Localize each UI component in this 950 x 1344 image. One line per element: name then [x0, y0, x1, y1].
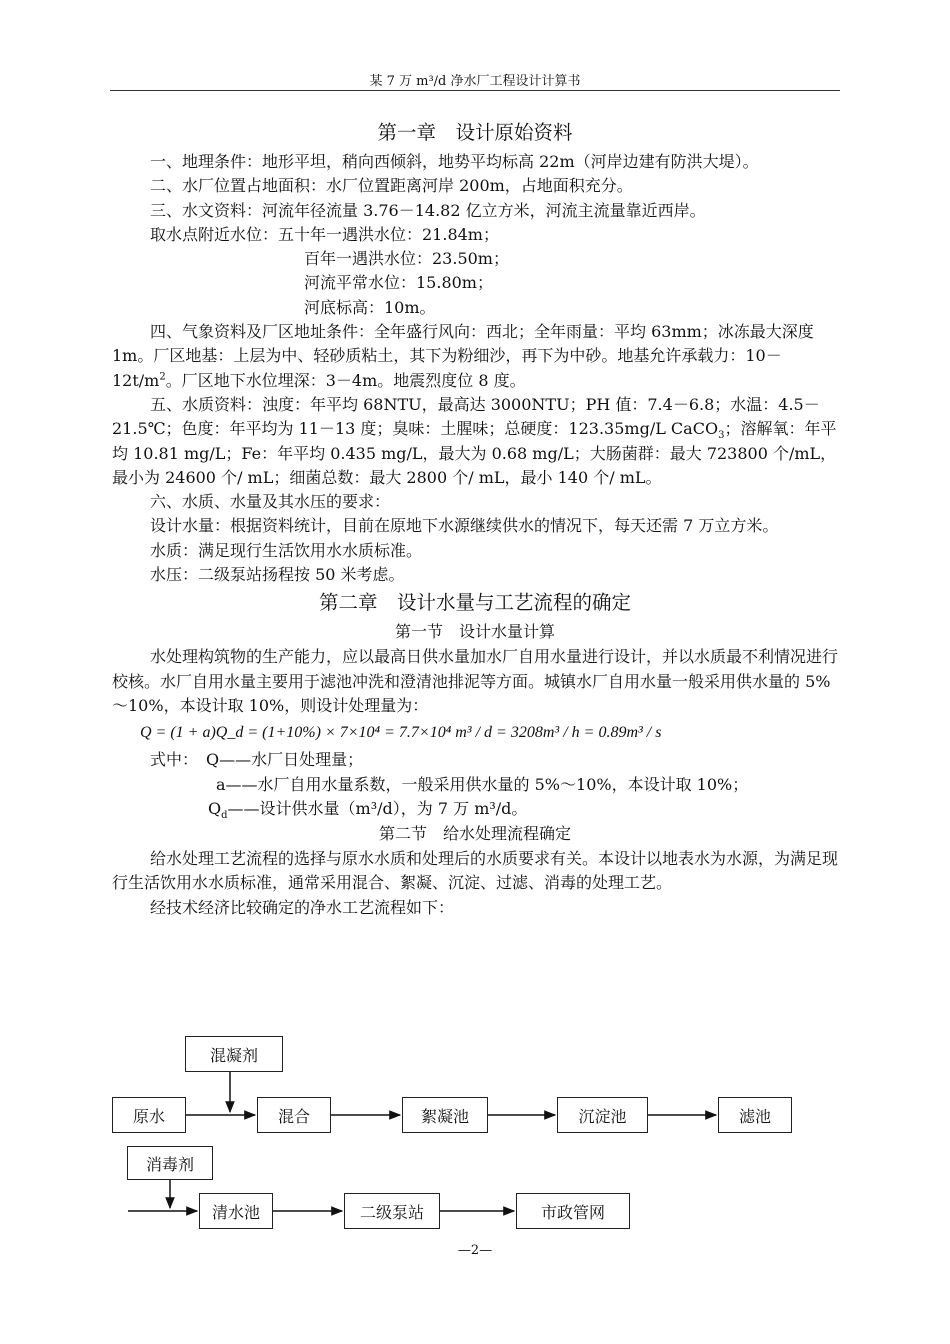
- chapter1-title: 第一章 设计原始资料: [377, 121, 573, 144]
- climate-text-rest: 。厂区地下水位埋深：3－4m。地震烈度位 8 度。: [165, 370, 526, 390]
- page-number: —2—: [457, 1243, 493, 1258]
- box-pump-station: 二级泵站: [344, 1193, 440, 1229]
- climate-text: 四、气象资料及厂区地址条件：全年盛行风向：西北；全年雨量：平均 63mm；冰冻最大深度 1m。厂区地基：上层为中、轻砂质粘土，其下为粉细沙，再下为中砂。地基允许承载力：10－12t/m: [112, 322, 814, 390]
- subscript: 3: [718, 430, 725, 442]
- formula-note-a: a——水厂自用水量系数，一般采用供水量的 5%～10%，本设计取 10%；: [216, 774, 749, 794]
- water-level-line: 百年一遇洪水位：23.50m；: [304, 249, 509, 269]
- box-clear-well: 清水池: [199, 1193, 273, 1229]
- paragraph-capacity: 水处理构筑物的生产能力，应以最高日供水量加水厂自用水量进行设计，并以水质最不利情况进行校核。水厂自用水量主要用于滤池冲洗和澄清池排泥等方面。城镇水厂自用水量一般采用供水量的 5%～10%，本设计取 10%，则设计处理量为：: [112, 647, 839, 715]
- paragraph-hydrology: 三、水文资料：河流年径流量 3.76－14.82 亿立方米，河流主流量靠近西岸。: [150, 200, 706, 220]
- box-coagulant: 混凝剂: [185, 1036, 283, 1072]
- document-body: [112, 116, 838, 920]
- section1-title: 第一节 设计水量计算: [394, 622, 555, 642]
- subscript: d: [221, 810, 228, 822]
- qd-text: ——设计供水量（m³/d），为 7 万 m³/d。: [227, 798, 528, 818]
- formula-note-q: 式中： Q——水厂日处理量；: [150, 750, 364, 770]
- paragraph-water-quality: [112, 393, 838, 490]
- box-mixing: 混合: [257, 1097, 331, 1133]
- water-level-line: 河底标高：10m。: [304, 297, 436, 317]
- box-disinfectant: 消毒剂: [127, 1146, 213, 1180]
- formula-design-flow: Q = (1 + a)Q_d = (1+10%) × 7×10⁴ = 7.7×10⁴ m³ / d = 3208m³ / h = 0.89m³ / s: [140, 724, 662, 742]
- section2-title: 第二节 给水处理流程确定: [378, 824, 571, 844]
- water-level-line: 取水点附近水位：五十年一遇洪水位：21.84m；: [150, 224, 499, 244]
- paragraph-process-selection: 给水处理工艺流程的选择与原水水质和处理后的水质要求有关。本设计以地表水为水源，为满足现行生活饮用水水质标准，通常采用混合、絮凝、沉淀、过滤、消毒的处理工艺。: [112, 849, 839, 893]
- paragraph-water-quality-req: 水质：满足现行生活饮用水水质标准。: [150, 540, 423, 560]
- qd-symbol: Q: [208, 798, 222, 818]
- paragraph-requirements: 六、水质、水量及其水压的要求：: [150, 492, 391, 512]
- box-raw-water: 原水: [112, 1097, 186, 1133]
- superscript: 2: [159, 371, 166, 383]
- water-quality-text-rest: ；溶解氧：年平均 10.81 mg/L；Fe：年平均 0.435 mg/L，最大为 0.68 mg/L；大肠菌群：最大 723800 个/mL，最小为 24600 个/ mL；细菌总数：最大 2800 个/ mL，最小 140 个/ mL。: [112, 419, 837, 487]
- paragraph-water-pressure: 水压：二级泵站扬程按 50 米考虑。: [150, 565, 405, 585]
- box-municipal-network: 市政管网: [516, 1193, 630, 1229]
- paragraph-plant-location: 二、水厂位置占地面积：水厂位置距离河岸 200m，占地面积充分。: [150, 176, 633, 196]
- formula-note-qd: [112, 797, 838, 821]
- paragraph-design-volume: 设计水量：根据资料统计，目前在原地下水源继续供水的情况下，每天还需 7 万立方米。: [150, 516, 779, 536]
- paragraph-geography: 一、地理条件：地形平坦，稍向西倾斜，地势平均标高 22m（河岸边建有防洪大堤）。: [150, 152, 759, 171]
- chapter2-title: 第二章 设计水量与工艺流程的确定: [318, 591, 631, 615]
- box-flocculation: 絮凝池: [402, 1097, 488, 1133]
- paragraph-climate: [112, 320, 838, 393]
- box-filter: 滤池: [718, 1097, 792, 1133]
- water-level-line: 河流平常水位：15.80m；: [304, 273, 493, 293]
- page-header: 某 7 万 m³/d 净水厂工程设计计算书: [369, 74, 581, 89]
- paragraph-process-intro: 经技术经济比较确定的净水工艺流程如下：: [150, 897, 455, 917]
- water-quality-text: 五、水质资料：浊度：年平均 68NTU，最高达 3000NTU；PH 值：7.4－6.8；水温：4.5－21.5℃；色度：年平均为 11－13 度；臭味：土腥味；总硬度：123.35mg/L CaCO: [112, 394, 820, 439]
- header-rule: [110, 90, 840, 91]
- box-sedimentation: 沉淀池: [557, 1097, 648, 1133]
